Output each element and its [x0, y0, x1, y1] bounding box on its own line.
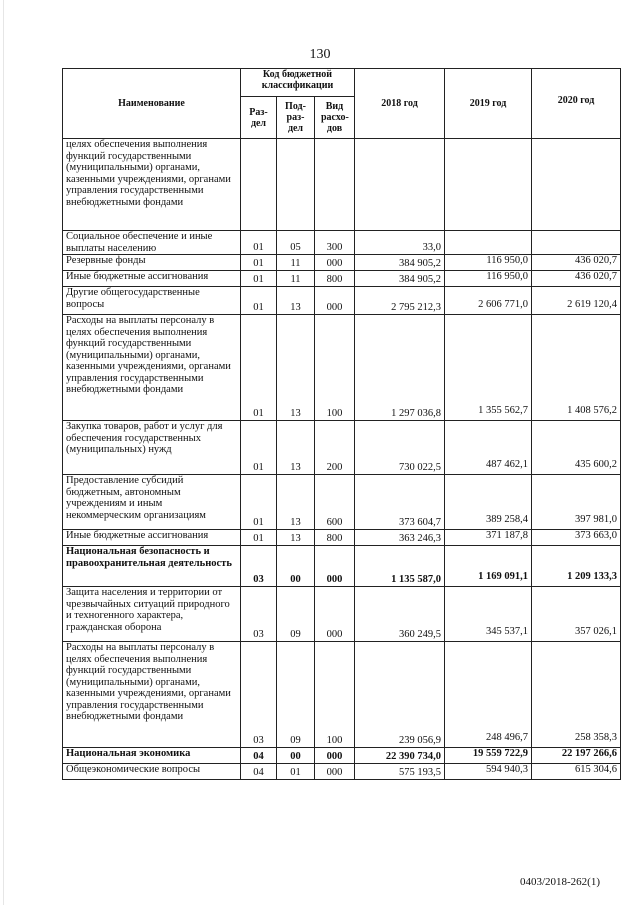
row-2019: 2 606 771,0: [445, 287, 532, 315]
row-2020: 436 020,7: [532, 271, 621, 287]
row-podrazdel: [277, 139, 315, 231]
row-2018: 33,0: [355, 231, 445, 255]
row-2019: 487 462,1: [445, 421, 532, 475]
row-2018: 384 905,2: [355, 271, 445, 287]
row-2019: [445, 231, 532, 255]
table-row: [63, 764, 621, 780]
row-razdel: 01: [241, 530, 277, 546]
row-2019: 345 537,1: [445, 587, 532, 642]
row-2020: [532, 231, 621, 255]
row-vid: 800: [315, 530, 355, 546]
row-vid: 800: [315, 271, 355, 287]
row-vid: [315, 139, 355, 231]
row-podrazdel: 09: [277, 587, 315, 642]
row-razdel: 04: [241, 764, 277, 780]
row-razdel: 03: [241, 642, 277, 748]
table-row: [63, 748, 621, 764]
row-podrazdel: 13: [277, 421, 315, 475]
header-name: Наименование: [63, 69, 241, 139]
row-podrazdel: 13: [277, 475, 315, 530]
row-razdel: 03: [241, 587, 277, 642]
row-vid: 000: [315, 748, 355, 764]
row-podrazdel: 13: [277, 287, 315, 315]
row-vid: 300: [315, 231, 355, 255]
budget-table: [62, 68, 621, 780]
header-2018: 2018 год: [355, 69, 445, 139]
row-razdel: 01: [241, 315, 277, 421]
row-2018: 373 604,7: [355, 475, 445, 530]
row-2018: 575 193,5: [355, 764, 445, 780]
row-2019: 116 950,0: [445, 271, 532, 287]
table-row: [63, 255, 621, 271]
header-vid: Вид расхо-дов: [315, 97, 355, 139]
document-code: 0403/2018-262(1): [519, 876, 600, 888]
row-razdel: 01: [241, 421, 277, 475]
row-razdel: [241, 139, 277, 231]
row-name: Расходы на выплаты персоналу в целях обеспечения выполнения функций государственными (муниципальными) органами, казенными учреждениями, органами управления государственными внебюджетными фондами: [63, 642, 241, 748]
row-podrazdel: 11: [277, 271, 315, 287]
table-row: [63, 546, 621, 587]
table-row: [63, 287, 621, 315]
row-2019: 248 496,7: [445, 642, 532, 748]
row-name: Защита населения и территории от чрезвычайных ситуаций природного и техногенного характера, гражданская оборона: [63, 587, 241, 642]
row-name: Резервные фонды: [63, 255, 241, 271]
row-vid: 100: [315, 315, 355, 421]
row-name: Национальная экономика: [63, 748, 241, 764]
row-2019: 1 355 562,7: [445, 315, 532, 421]
table-row: [63, 421, 621, 475]
row-2019: 116 950,0: [445, 255, 532, 271]
row-2020: 373 663,0: [532, 530, 621, 546]
header-podrazdel: Под-раз-дел: [277, 97, 315, 139]
header-razdel: Раз-дел: [241, 97, 277, 139]
row-vid: 000: [315, 546, 355, 587]
row-podrazdel: 00: [277, 748, 315, 764]
row-2020: 436 020,7: [532, 255, 621, 271]
row-razdel: 01: [241, 271, 277, 287]
row-name: Национальная безопасность и правоохранительная деятельность: [63, 546, 241, 587]
row-razdel: 01: [241, 231, 277, 255]
row-2019: [445, 139, 532, 231]
row-2018: 363 246,3: [355, 530, 445, 546]
row-2020: 22 197 266,6: [532, 748, 621, 764]
row-podrazdel: 09: [277, 642, 315, 748]
table-row: [63, 271, 621, 287]
table-row: [63, 315, 621, 421]
header-2019: 2019 год: [445, 69, 532, 139]
header-2020: 2020 год: [532, 69, 621, 139]
table-row: [63, 642, 621, 748]
table-header: [63, 69, 621, 139]
row-2018: 239 056,9: [355, 642, 445, 748]
row-name: целях обеспечения выполнения функций государственными (муниципальными) органами, казенными учреждениями, органами управления государственными внебюджетными фондами: [63, 139, 241, 231]
row-razdel: 01: [241, 287, 277, 315]
page-edge: [3, 0, 4, 905]
table-row: [63, 587, 621, 642]
row-2018: [355, 139, 445, 231]
row-vid: 200: [315, 421, 355, 475]
row-name: Иные бюджетные ассигнования: [63, 530, 241, 546]
row-vid: 100: [315, 642, 355, 748]
row-2020: 2 619 120,4: [532, 287, 621, 315]
row-2018: 384 905,2: [355, 255, 445, 271]
row-2018: 360 249,5: [355, 587, 445, 642]
row-2020: 435 600,2: [532, 421, 621, 475]
row-vid: 000: [315, 287, 355, 315]
row-podrazdel: 11: [277, 255, 315, 271]
row-2018: 1 297 036,8: [355, 315, 445, 421]
header-budget-code: Код бюджетной классификации: [241, 69, 355, 97]
row-2019: 19 559 722,9: [445, 748, 532, 764]
table-row: [63, 139, 621, 231]
row-vid: 000: [315, 587, 355, 642]
row-vid: 000: [315, 255, 355, 271]
row-2020: 357 026,1: [532, 587, 621, 642]
row-2019: 594 940,3: [445, 764, 532, 780]
row-podrazdel: 05: [277, 231, 315, 255]
row-name: Расходы на выплаты персоналу в целях обеспечения выполнения функций государственными (муниципальными) органами, казенными учреждениями, органами управления государственными внебюджетными фондами: [63, 315, 241, 421]
row-2020: 615 304,6: [532, 764, 621, 780]
row-razdel: 04: [241, 748, 277, 764]
row-2018: 2 795 212,3: [355, 287, 445, 315]
row-name: Общеэкономические вопросы: [63, 764, 241, 780]
row-2020: 1 209 133,3: [532, 546, 621, 587]
row-2020: [532, 139, 621, 231]
row-name: Предоставление субсидий бюджетным, автономным учреждениям и иным некоммерческим организациям: [63, 475, 241, 530]
table-row: [63, 475, 621, 530]
row-2018: 22 390 734,0: [355, 748, 445, 764]
row-name: Другие общегосударственные вопросы: [63, 287, 241, 315]
row-razdel: 03: [241, 546, 277, 587]
row-podrazdel: 00: [277, 546, 315, 587]
row-2019: 389 258,4: [445, 475, 532, 530]
row-2020: 258 358,3: [532, 642, 621, 748]
row-2018: 730 022,5: [355, 421, 445, 475]
row-name: Социальное обеспечение и иные выплаты населению: [63, 231, 241, 255]
row-2019: 1 169 091,1: [445, 546, 532, 587]
row-vid: 600: [315, 475, 355, 530]
page-number: 130: [309, 47, 331, 62]
row-2019: 371 187,8: [445, 530, 532, 546]
row-razdel: 01: [241, 255, 277, 271]
row-name: Закупка товаров, работ и услуг для обеспечения государственных (муниципальных) нужд: [63, 421, 241, 475]
row-2018: 1 135 587,0: [355, 546, 445, 587]
row-podrazdel: 13: [277, 315, 315, 421]
row-podrazdel: 01: [277, 764, 315, 780]
table-row: [63, 231, 621, 255]
row-razdel: 01: [241, 475, 277, 530]
table-body: [63, 139, 621, 780]
table-row: [63, 530, 621, 546]
row-2020: 397 981,0: [532, 475, 621, 530]
row-podrazdel: 13: [277, 530, 315, 546]
row-2020: 1 408 576,2: [532, 315, 621, 421]
row-name: Иные бюджетные ассигнования: [63, 271, 241, 287]
row-vid: 000: [315, 764, 355, 780]
